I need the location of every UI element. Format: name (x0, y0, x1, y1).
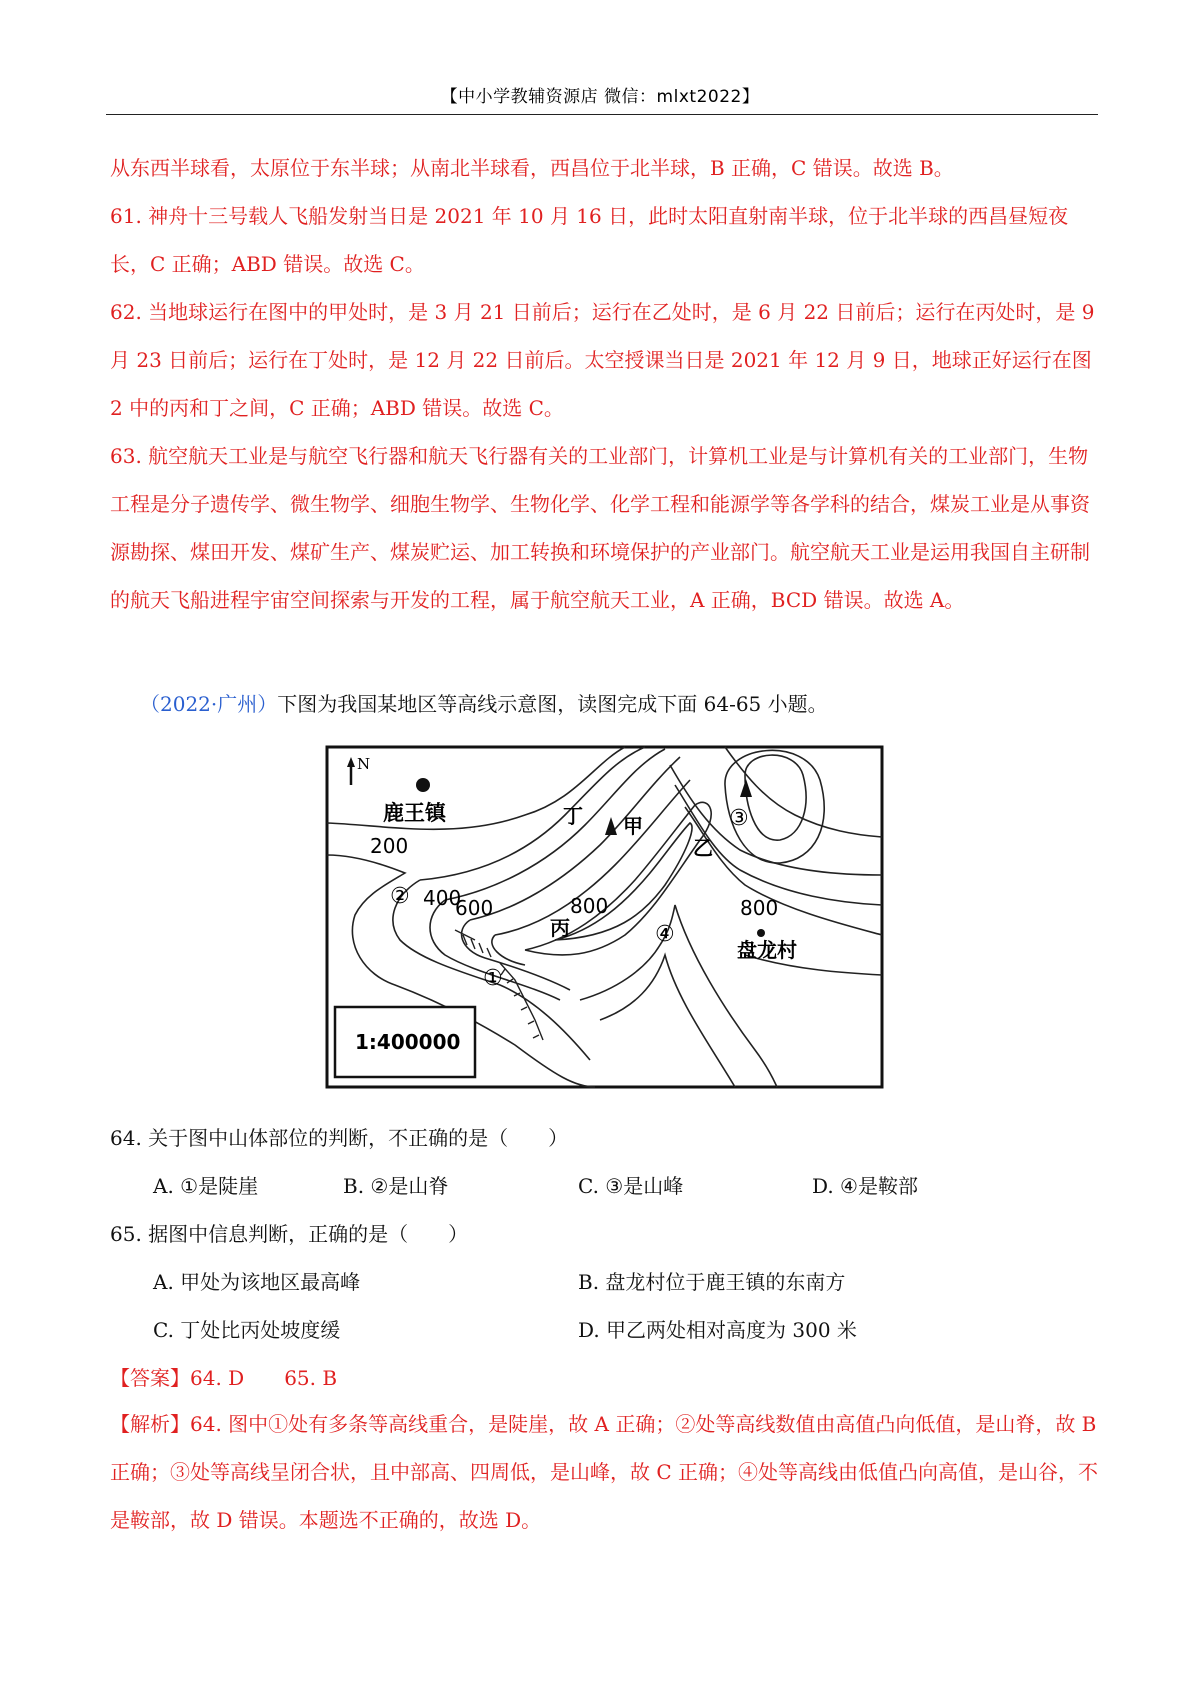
q64-option-a: A. ①是陡崖 (153, 1174, 259, 1198)
q65-option-a: A. 甲处为该地区最高峰 (153, 1270, 361, 1294)
place-bing: 丙 (550, 916, 570, 940)
place-yi: 乙 (693, 836, 713, 860)
q65-option-b: B. 盘龙村位于鹿王镇的东南方 (578, 1270, 846, 1294)
question-64-stem: 64. 关于图中山体部位的判断，不正确的是（ ） (110, 1126, 569, 1150)
question-intro (140, 690, 828, 718)
analysis-paragraph (110, 1400, 1100, 1544)
paragraph-61: 61. 神舟十三号载人飞船发射当日是 2021 年 10 月 16 日，此时太阳直射南半球，位于北半球的西昌昼短夜长，C 正确；ABD 错误。故选 C。 (110, 204, 1069, 276)
contour-label-400: 400 (423, 886, 462, 910)
q65-option-d: D. 甲乙两处相对高度为 300 米 (578, 1318, 857, 1342)
scale-label: 1:400000 (355, 1030, 461, 1054)
village-label: 盘龙村 (737, 938, 797, 962)
analysis-label: 【解析】 (110, 1412, 190, 1436)
marker-4: ④ (655, 922, 675, 947)
intro-text: 下图为我国某地区等高线示意图，读图完成下面 64-65 小题。 (277, 692, 828, 716)
place-ding: 丁 (563, 804, 583, 828)
town-dot (416, 778, 430, 792)
q64-option-c: C. ③是山峰 (578, 1174, 684, 1198)
village-dot (757, 929, 765, 937)
paragraph-63: 63. 航空航天工业是与航空飞行器和航天飞行器有关的工业部门，计算机工业是与计算机有关的工业部门，生物工程是分子遗传学、微生物学、细胞生物学、生物化学、化学工程和能源学等各学科的结合，煤炭工业是从事资源勘探、煤田开发、煤矿生产、煤炭贮运、加工转换和环境保护的产业部门。航空航天工业是运用我国自主研制的航天飞船进程宇宙空间探索与开发的工程，属于航空航天工业，A 正确，BCD 错误。故选 A。 (110, 444, 1090, 612)
q65-option-c: C. 丁处比丙处坡度缓 (153, 1318, 341, 1342)
marker-1: ① (483, 966, 503, 991)
contour-label-600: 600 (455, 896, 494, 920)
place-jia: 甲 (623, 814, 643, 838)
q64-option-b: B. ②是山脊 (343, 1174, 449, 1198)
answer-text: 64. D 65. B (190, 1366, 338, 1390)
analysis-text: 64. 图中①处有多条等高线重合，是陡崖，故 A 正确；②处等高线数值由高值凸向低值，是山脊，故 B 正确；③处等高线呈闭合状，且中部高、四周低，是山峰，故 C 正确；④处等高线由低值凸向高值，是山谷，不是鞍部，故 D 错误。本题选不正确的，故选 D。 (110, 1412, 1099, 1532)
paragraph-62: 62. 当地球运行在图中的甲处时，是 3 月 21 日前后；运行在乙处时，是 6 月 22 日前后；运行在丙处时，是 9 月 23 日前后；运行在丁处时，是 12 月 22 日前后。太空授课当日是 2021 年 12 月 9 日，地球正好运行在图 2 中的丙和丁之间，C 正确；ABD 错误。故选 C。 (110, 300, 1095, 420)
header-divider (106, 114, 1098, 115)
town-label: 鹿王镇 (383, 801, 446, 825)
contour-label-200: 200 (370, 834, 409, 858)
marker-3: ③ (729, 806, 749, 831)
contour-label-800-east: 800 (740, 896, 779, 920)
answer-line (110, 1364, 337, 1392)
page-header: 【中小学教辅资源店 微信：mlxt2022】 (440, 87, 760, 107)
question-65-stem: 65. 据图中信息判断，正确的是（ ） (110, 1222, 469, 1246)
q64-option-d: D. ④是鞍部 (812, 1174, 918, 1198)
paragraph-60-tail: 从东西半球看，太原位于东半球；从南北半球看，西昌位于北半球，B 正确，C 错误。故选 B。 (110, 156, 954, 180)
contour-map (325, 745, 885, 1092)
marker-2: ② (390, 884, 410, 909)
answer-label: 【答案】 (110, 1366, 190, 1390)
question-source: （2022·广州） (140, 692, 278, 716)
north-label: N (357, 755, 371, 773)
contour-label-800: 800 (570, 894, 609, 918)
